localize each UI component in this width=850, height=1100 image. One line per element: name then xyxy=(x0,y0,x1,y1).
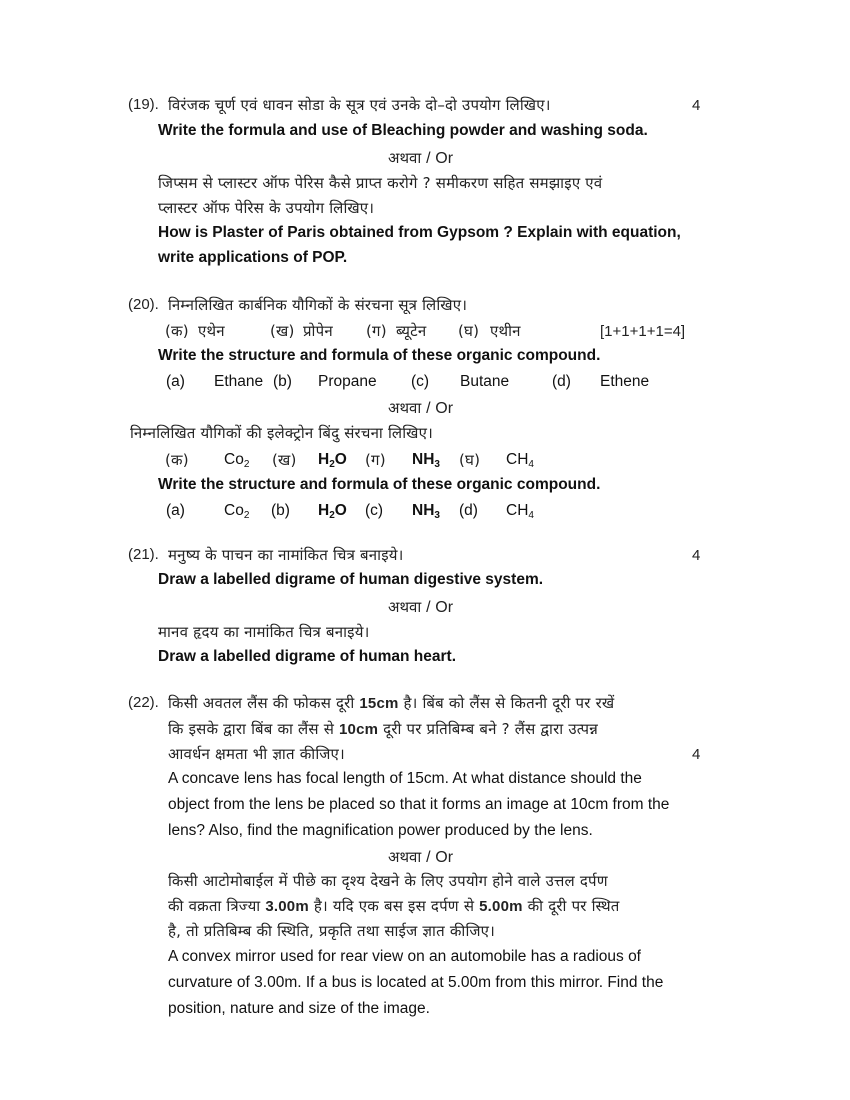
option-text: Ethane xyxy=(214,373,264,390)
option-text: एथेन xyxy=(198,322,225,340)
alt-question-hindi-line2: की वक्रता त्रिज्या 3.00m है। यदि एक बस इस दर्पण से 5.00m की दूरी पर स्थित xyxy=(168,897,620,915)
option-label: (घ) xyxy=(458,322,480,340)
alt-question-english-line1: A convex mirror used for rear view on an automobile has a radious of xyxy=(168,948,641,965)
option-label: (b) xyxy=(271,502,290,519)
option-label: (d) xyxy=(459,502,478,519)
alt-question-english: Write the structure and formula of these organic compound. xyxy=(158,476,601,493)
question-text-english-line2: object from the lens be placed so that it forms an image at 10cm from the xyxy=(168,796,670,813)
marks: 4 xyxy=(692,547,701,564)
option-label: (ख) xyxy=(272,451,297,469)
option-label: (a) xyxy=(166,502,185,519)
alt-question-english-line2: write applications of POP. xyxy=(158,249,348,266)
question-text-hindi: निम्नलिखित कार्बनिक यौगिकों के संरचना सूत्र लिखिए। xyxy=(168,296,468,314)
formula: $H_2O$ xyxy=(318,451,347,470)
formula: $CH_4$ xyxy=(506,502,534,521)
question-text-english: Write the formula and use of Bleaching powder and washing soda. xyxy=(158,122,648,139)
or-separator: अथवा / Or xyxy=(388,399,454,417)
marks: 4 xyxy=(692,97,701,114)
question-text-english: Write the structure and formula of these organic compound. xyxy=(158,347,601,364)
option-label: (b) xyxy=(273,373,292,390)
alt-question-hindi: मानव हृदय का नामांकित चित्र बनाइये। xyxy=(158,623,370,641)
question-number: (20). xyxy=(128,296,159,313)
question-text-english-line1: A concave lens has focal length of 15cm. At what distance should the xyxy=(168,770,642,787)
marks: 4 xyxy=(692,746,701,763)
question-number: (19). xyxy=(128,96,159,113)
option-label: (ग) xyxy=(366,322,387,340)
option-label: (ग) xyxy=(365,451,386,469)
option-text: प्रोपेन xyxy=(303,322,333,340)
alt-question-english-line3: position, nature and size of the image. xyxy=(168,1000,430,1017)
alt-question-hindi-line1: किसी आटोमोबाईल में पीछे का दृश्य देखने के लिए उपयोग होने वाले उत्तल दर्पण xyxy=(168,872,608,890)
formula: $CH_4$ xyxy=(506,451,534,470)
question-text-english: Draw a labelled digrame of human digestive system. xyxy=(158,571,544,588)
question-text-hindi-line1: किसी अवतल लैंस की फोकस दूरी 15cm है। बिंब को लैंस से कितनी दूरी पर रखें xyxy=(168,694,615,712)
or-separator: अथवा / Or xyxy=(388,848,454,866)
alt-question-hindi: निम्नलिखित यौगिकों की इलेक्ट्रोन बिंदु संरचना लिखिए। xyxy=(130,424,433,442)
alt-question-hindi-line3: है, तो प्रतिबिम्ब की स्थिति, प्रकृति तथा साईज ज्ञात कीजिए। xyxy=(168,922,496,940)
formula: $NH_3$ xyxy=(412,451,440,470)
or-separator: अथवा / Or xyxy=(388,149,454,167)
option-label: (क) xyxy=(165,322,189,340)
option-label: (c) xyxy=(365,502,384,519)
alt-question-hindi-line2: प्लास्टर ऑफ पेरिस के उपयोग लिखिए। xyxy=(158,199,375,217)
question-text-hindi: मनुष्य के पाचन का नामांकित चित्र बनाइये। xyxy=(168,546,404,564)
option-label: (a) xyxy=(166,373,185,390)
option-label: (क) xyxy=(165,451,189,469)
option-text: Butane xyxy=(460,373,510,390)
formula: $Co_2$ xyxy=(224,502,250,521)
option-text: Propane xyxy=(318,373,377,390)
option-label: (c) xyxy=(411,373,430,390)
question-text-hindi-line3: आवर्धन क्षमता भी ज्ञात कीजिए। xyxy=(168,745,345,763)
option-text: ब्यूटेन xyxy=(396,322,427,340)
or-separator: अथवा / Or xyxy=(388,598,454,616)
alt-question-hindi-line1: जिप्सम से प्लास्टर ऑफ पेरिस कैसे प्राप्त करोगे ? समीकरण सहित समझाइए एवं xyxy=(158,174,603,192)
question-number: (21). xyxy=(128,546,159,563)
alt-question-english-line2: curvature of 3.00m. If a bus is located at 5.00m from this mirror. Find the xyxy=(168,974,664,991)
option-label: (ख) xyxy=(270,322,295,340)
option-text: Ethene xyxy=(600,373,650,390)
question-number: (22). xyxy=(128,694,159,711)
question-text-english-line3: lens? Also, find the magnification power produced by the lens. xyxy=(168,822,593,839)
option-label: (घ) xyxy=(459,451,481,469)
marks: [1+1+1+1=4] xyxy=(600,323,686,340)
alt-question-english: Draw a labelled digrame of human heart. xyxy=(158,648,457,665)
question-text-hindi: विरंजक चूर्ण एवं धावन सोडा के सूत्र एवं उनके दो–दो उपयोग लिखिए। xyxy=(168,96,551,114)
option-label: (d) xyxy=(552,373,571,390)
question-text-hindi-line2: कि इसके द्वारा बिंब का लैंस से 10cm दूरी पर प्रतिबिम्ब बने ? लैंस द्वारा उत्पन्न xyxy=(168,720,599,738)
alt-question-english-line1: How is Plaster of Paris obtained from Gypsom ? Explain with equation, xyxy=(158,224,681,241)
formula: $Co_2$ xyxy=(224,451,250,470)
formula: $NH_3$ xyxy=(412,502,440,521)
formula: $H_2O$ xyxy=(318,502,347,521)
option-text: एथीन xyxy=(490,322,521,340)
